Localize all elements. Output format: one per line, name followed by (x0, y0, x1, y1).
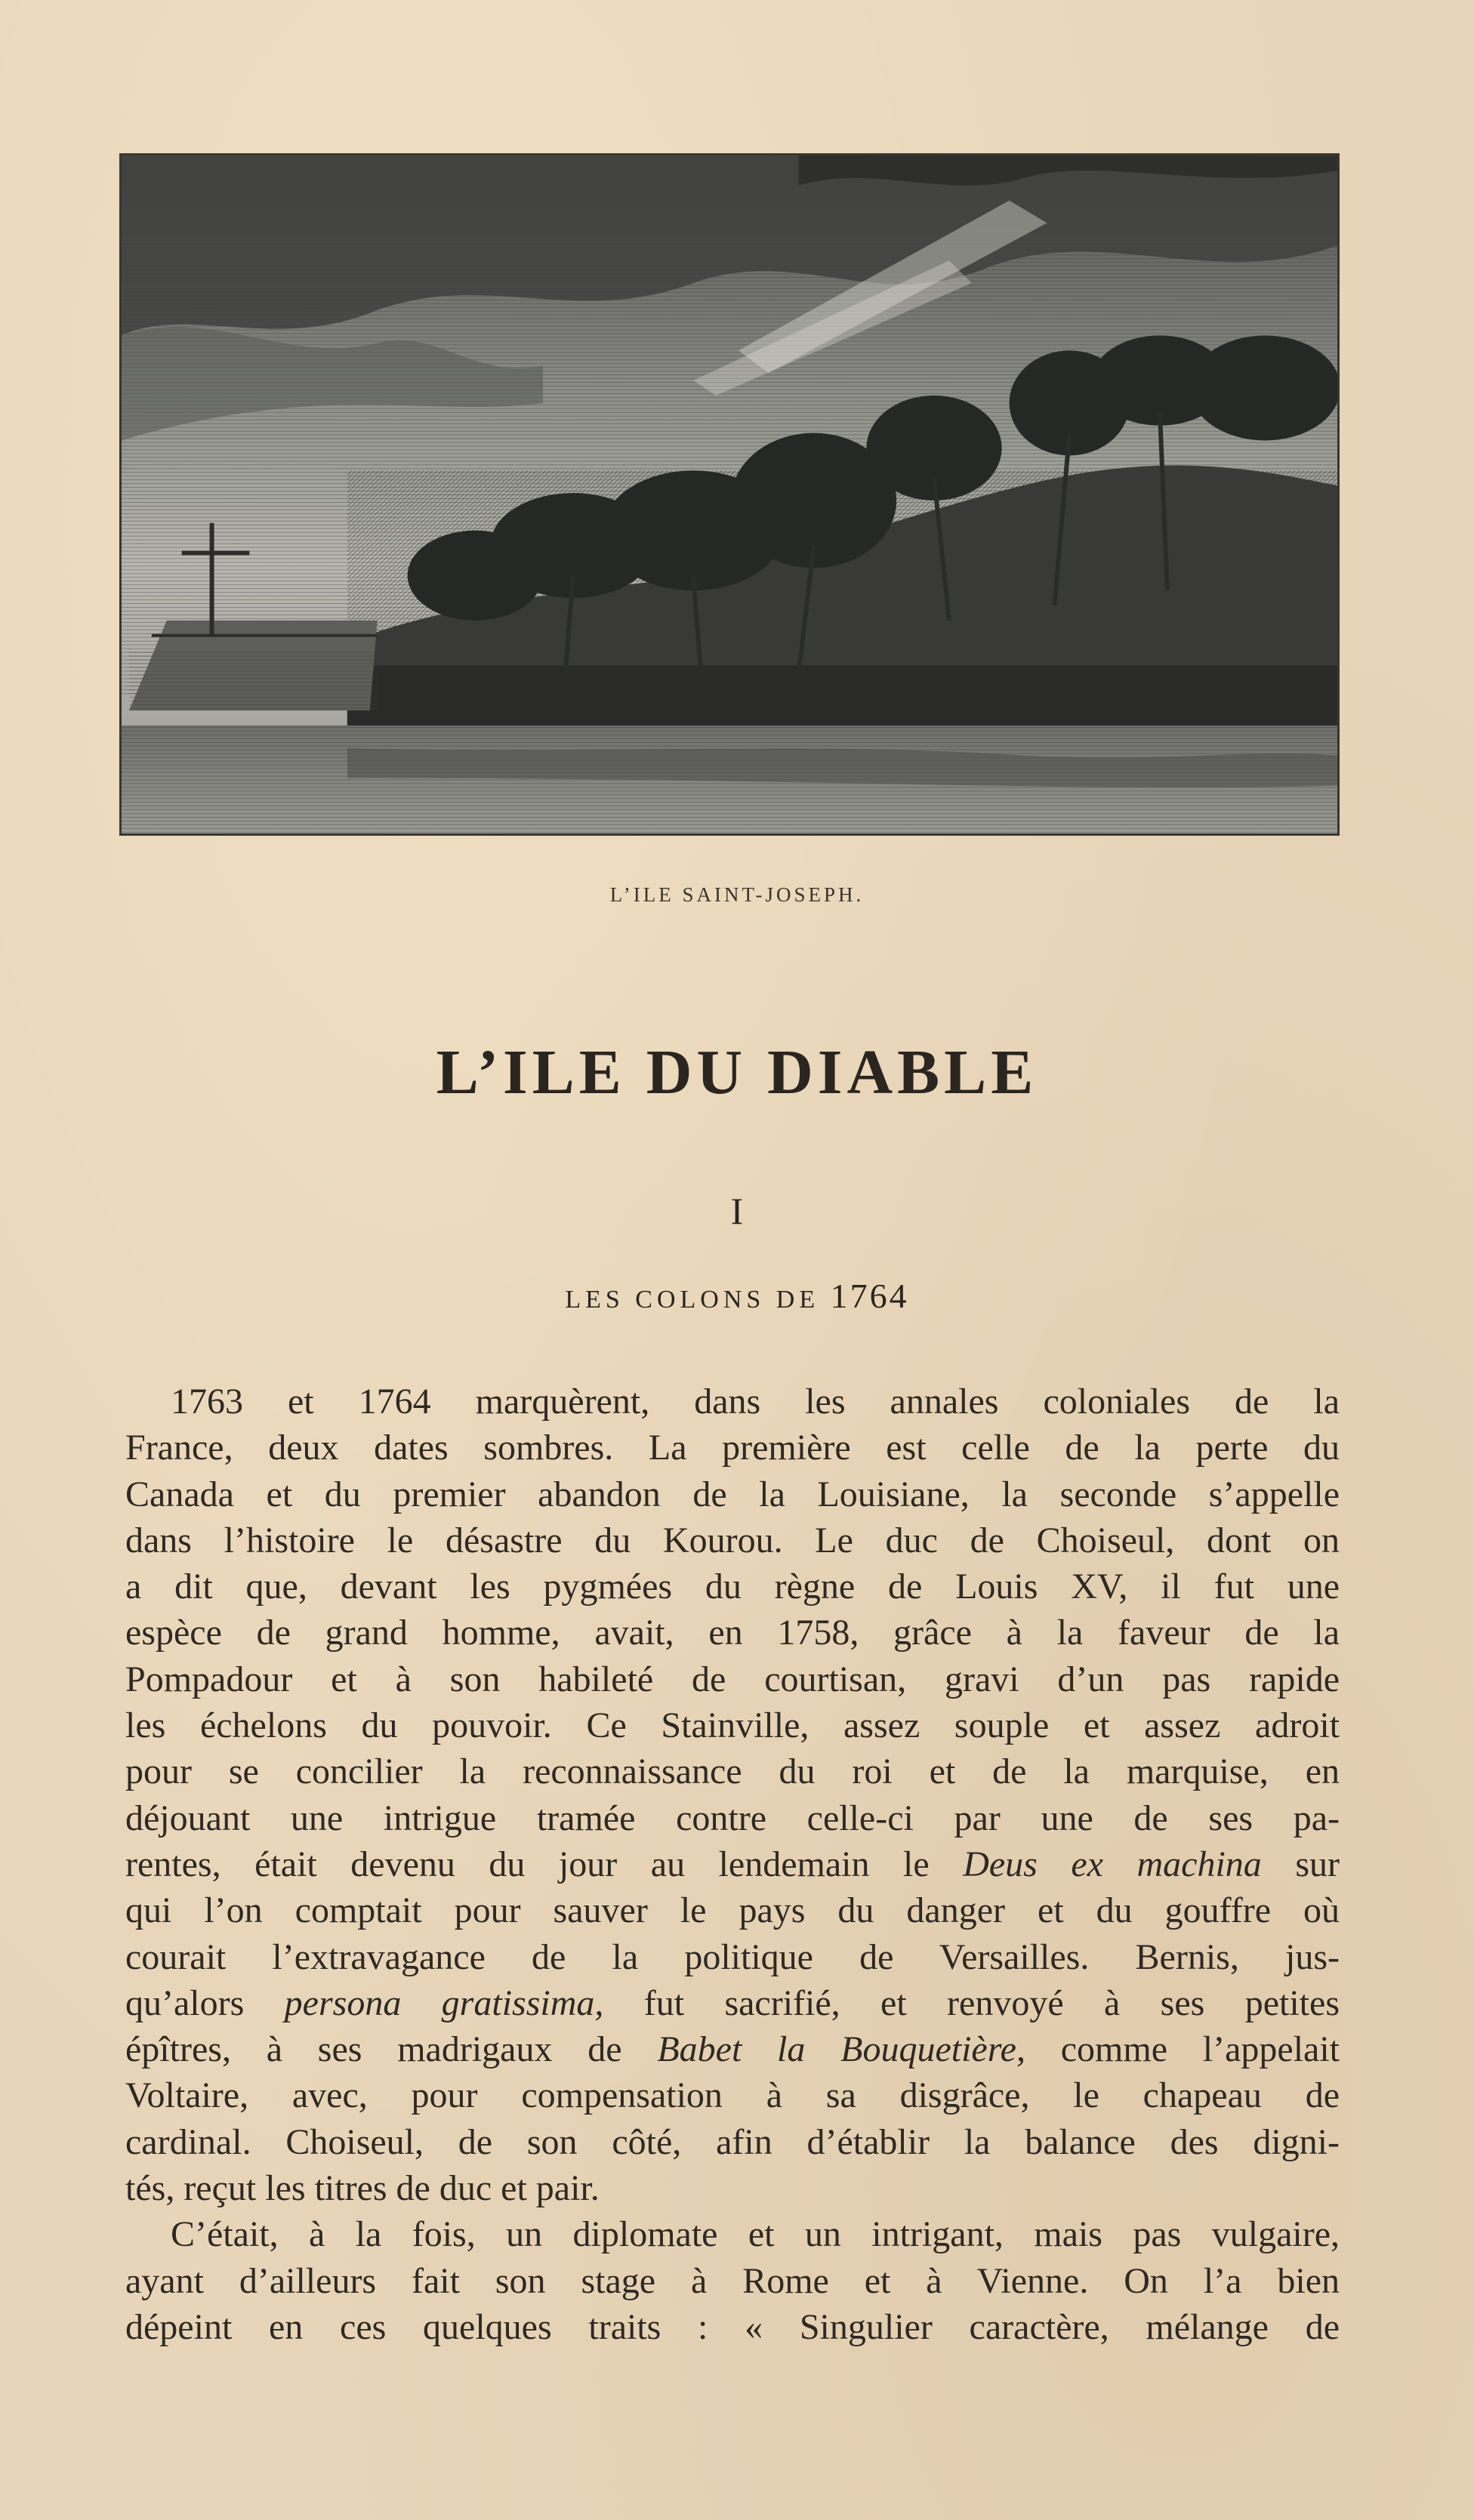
text-line (125, 1748, 1340, 1794)
text-run: cardinal. Choiseul, de son côté, afin d’établir la balance des digni- (125, 2121, 1340, 2162)
text-run: 1763 et 1764 marquèrent, dans les annales coloniales de la (171, 1382, 1340, 1422)
text-run: tés, reçut les titres de duc et pair. (125, 2168, 600, 2209)
text-run: sur (1261, 1844, 1340, 1884)
text-run: courait l’extravagance de la politique de Versailles. Bernis, jus- (125, 1936, 1340, 1977)
chapter-title: L’ILE DU DIABLE (436, 1037, 1038, 1108)
text-line (125, 1980, 1340, 2026)
text-line (125, 1517, 1340, 1563)
text-line (125, 2119, 1340, 2165)
text-run: déjouant une intrigue tramée contre celle-ci par une de ses pa- (125, 1798, 1340, 1838)
body-text (125, 1379, 1340, 2350)
text-run: pour se concilier la reconnaissance du roi et de la marquise, en (125, 1751, 1340, 1792)
text-run: Canada et du premier abandon de la Louisiane, la seconde s’appelle (125, 1474, 1340, 1514)
section-title-year: 1764 (830, 1277, 909, 1315)
text-run: fut sacrifié, et renvoyé à ses petites (603, 1982, 1340, 2023)
section-title-text: LES COLONS DE (565, 1286, 831, 1314)
italic-text: Deus ex machina (963, 1844, 1262, 1884)
text-line (125, 1425, 1340, 1471)
text-run: ayant d’ailleurs fait son stage à Rome et à Vienne. On l’a bien (125, 2260, 1340, 2301)
text-line (125, 2026, 1340, 2072)
text-run: Voltaire, avec, pour compensation à sa disgrâce, le chapeau de (125, 2075, 1340, 2116)
section-title (0, 1276, 1474, 1316)
text-run: les échelons du pouvoir. Ce Stainville, assez souple et assez adroit (125, 1705, 1340, 1746)
engraving-island-palms-icon (119, 153, 1340, 836)
italic-text: Babet la Bouquetière, (657, 2029, 1025, 2070)
text-line (125, 2211, 1340, 2257)
text-line (125, 2165, 1340, 2211)
text-line (125, 1379, 1340, 1425)
illustration-caption: L’ILE SAINT-JOSEPH. (609, 883, 865, 906)
text-line (125, 1656, 1340, 1702)
text-line (125, 2258, 1340, 2304)
text-run: dépeint en ces quelques traits : « Singulier caractère, mélange de (125, 2306, 1340, 2347)
text-line (125, 1841, 1340, 1887)
text-run: C’était, à la fois, un diplomate et un intrigant, mais pas vulgaire, (171, 2214, 1340, 2255)
text-line (125, 1471, 1340, 1517)
text-run: a dit que, devant les pygmées du règne de Louis XV, il fut une (125, 1567, 1340, 1607)
italic-text: persona gratissima, (284, 1982, 604, 2023)
text-line (125, 2304, 1340, 2350)
text-run: épîtres, à ses madrigaux de (125, 2029, 658, 2070)
text-line (125, 1795, 1340, 1841)
text-line (125, 2072, 1340, 2118)
text-run: qu’alors (125, 1982, 285, 2023)
text-line (125, 1610, 1340, 1656)
section-number: I (730, 1190, 744, 1232)
text-line (125, 1702, 1340, 1748)
text-run: comme l’appelait (1025, 2029, 1340, 2070)
text-run: Pompadour et à son habileté de courtisan, gravi d’un pas rapide (125, 1659, 1340, 1699)
text-line (125, 1934, 1340, 1980)
text-run: espèce de grand homme, avait, en 1758, grâce à la faveur de la (125, 1613, 1340, 1653)
text-line (125, 1887, 1340, 1933)
text-run: rentes, était devenu du jour au lendemain le (125, 1844, 964, 1884)
text-line (125, 1563, 1340, 1610)
text-run: France, deux dates sombres. La première est celle de la perte du (125, 1428, 1340, 1468)
text-run: dans l’histoire le désastre du Kourou. Le duc de Choiseul, dont on (125, 1520, 1340, 1560)
text-run: qui l’on comptait pour sauver le pays du danger et du gouffre où (125, 1890, 1340, 1931)
